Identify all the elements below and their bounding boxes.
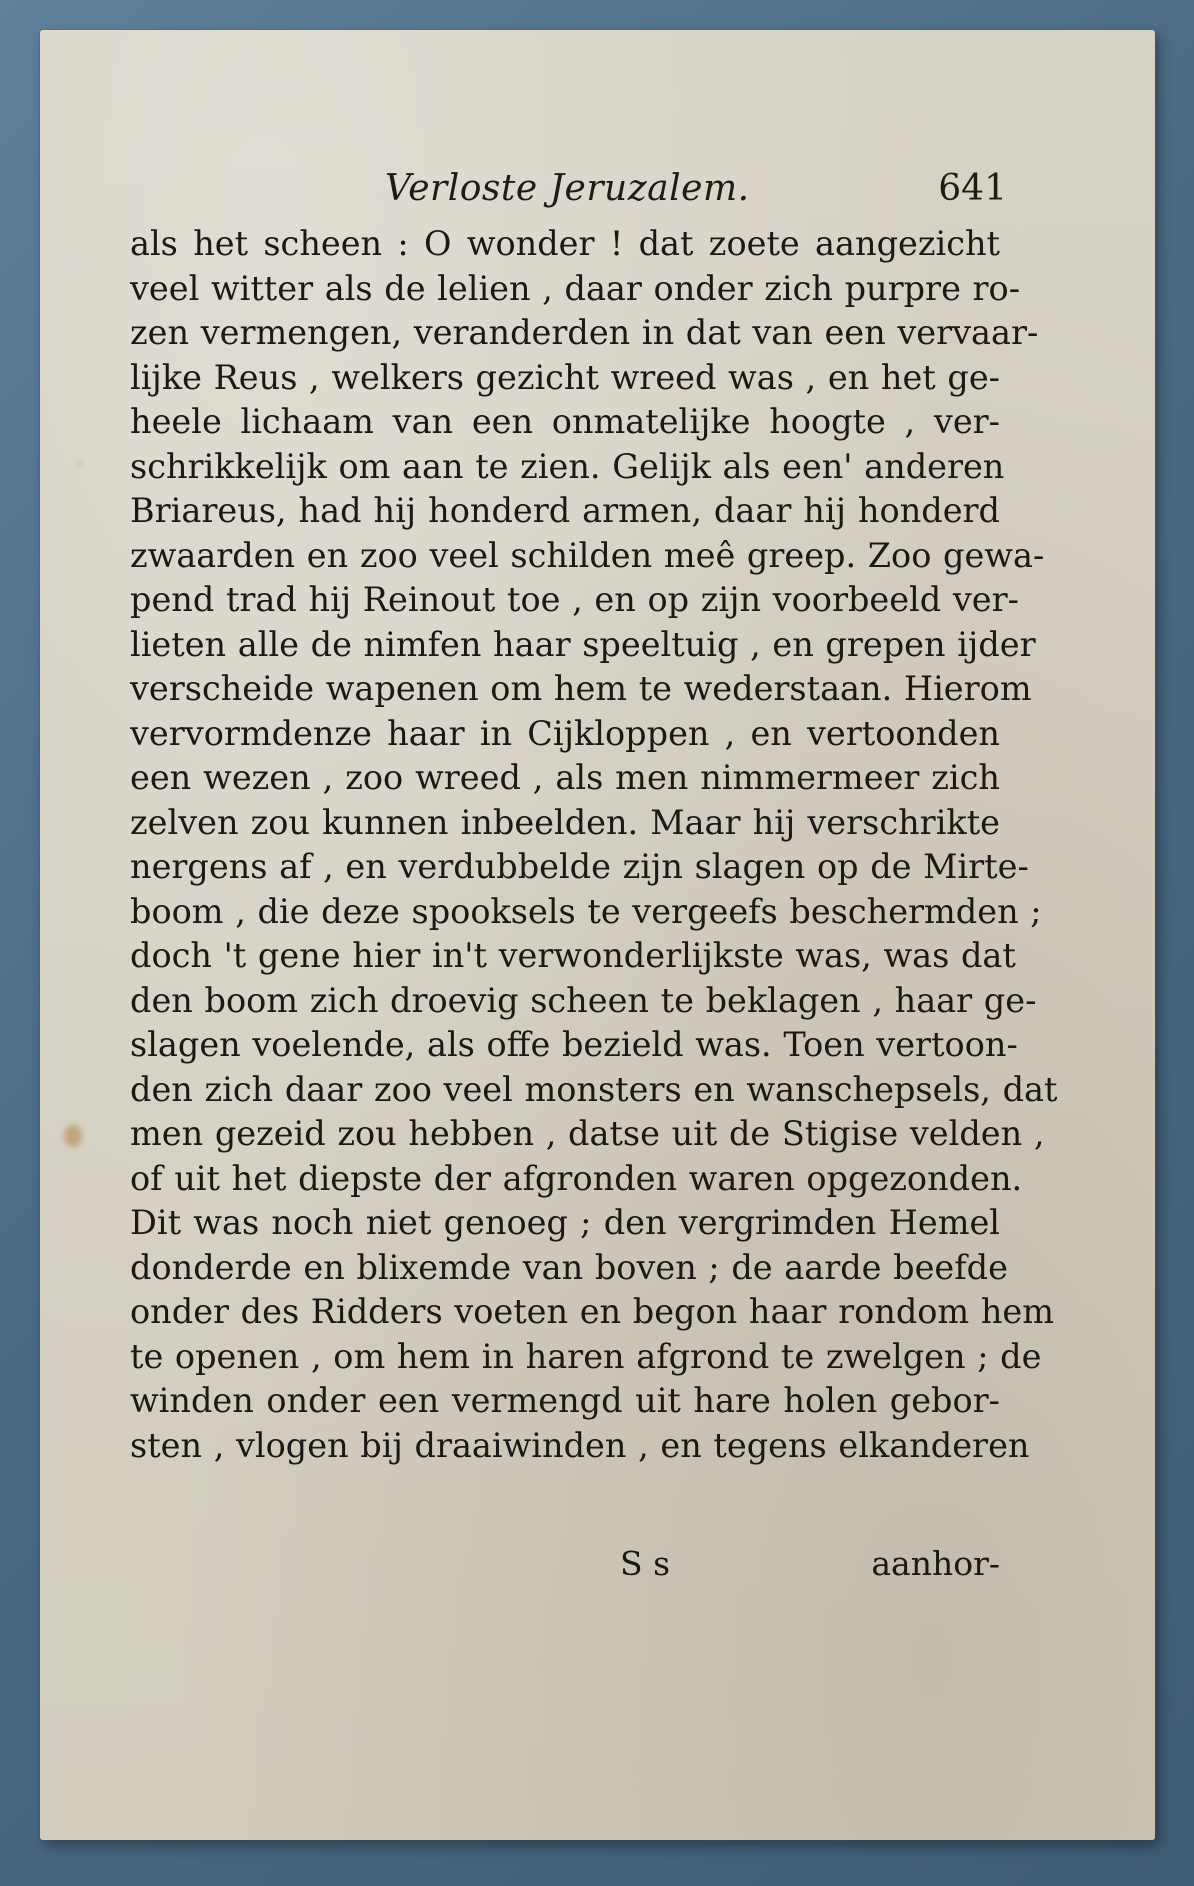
text-line: nergens af , en verdubbelde zijn slagen op de Mirte- [130, 847, 1029, 886]
text-line: als het scheen : O wonder ! dat zoete aangezicht [130, 224, 1000, 263]
running-title: Verloste Jeruzalem. [385, 168, 750, 209]
page-number: 641 [938, 168, 1007, 209]
text-line: zelven zou kunnen inbeelden. Maar hij verschrikte [130, 802, 1000, 842]
text-line: winden onder een vermengd uit hare holen gebor- [130, 1381, 1000, 1420]
text-line: lieten alle de nimfen haar speeltuig , en grepen ijder [130, 624, 1036, 664]
text-line: of uit het diepste der afgronden waren opgezonden. [130, 1158, 1023, 1198]
text-line: sten , vlogen bij draaiwinden , en tegens elkanderen [130, 1425, 1030, 1465]
text-line: lijke Reus , welkers gezicht wreed was , en het ge- [130, 357, 1000, 397]
text-line: vervormdenze haar in Cijkloppen , en vertoonden [130, 713, 1000, 753]
foxing-stain [64, 1125, 82, 1147]
text-line: te openen , om hem in haren afgrond te zwelgen ; de [130, 1336, 1042, 1376]
text-line: zwaarden en zoo veel schilden meê greep. Zoo gewa- [130, 535, 1045, 575]
text-line: boom , die deze spooksels te vergeefs beschermden ; [130, 891, 1042, 931]
text-line: zen vermengen, veranderden in dat van een vervaar- [130, 313, 1039, 352]
text-line: onder des Ridders voeten en begon haar rondom hem [130, 1292, 1055, 1331]
text-line: den boom zich droevig scheen te beklagen , haar ge- [130, 980, 1037, 1020]
text-line: men gezeid zou hebben , datse uit de Stigise velden , [130, 1114, 1045, 1153]
text-line: den zich daar zoo veel monsters en wanschepsels, dat [130, 1069, 1058, 1109]
foxing-stain-small [76, 460, 82, 466]
catchword: aanhor- [871, 1544, 1000, 1583]
text-line: doch 't gene hier in't verwonderlijkste was, was dat [130, 936, 1016, 975]
body-text [130, 222, 1058, 1468]
text-line: slagen voelende, als offe bezield was. Toen vertoon- [130, 1025, 1018, 1064]
text-line: veel witter als de lelien , daar onder zich purpre ro- [130, 268, 1021, 308]
text-line: Briareus, had hij honderd armen, daar hij honderd [130, 491, 1000, 530]
text-line: schrikkelijk om aan te zien. Gelijk als een' anderen [130, 446, 1005, 486]
text-line: verscheide wapenen om hem te wederstaan. Hierom [130, 669, 1032, 708]
text-line: een wezen , zoo wreed , als men nimmermeer zich [130, 758, 1000, 797]
text-line: Dit was noch niet genoeg ; den vergrimden Hemel [130, 1203, 1000, 1242]
text-line: heele lichaam van een onmatelijke hoogte , ver- [130, 402, 1000, 441]
text-line: donderde en blixemde van boven ; de aarde beefde [130, 1247, 1008, 1287]
signature-mark: S s [620, 1544, 671, 1583]
page-footer [130, 1544, 1000, 1594]
text-line: pend trad hij Reinout toe , en op zijn voorbeeld ver- [130, 580, 1019, 619]
page-header [385, 168, 1025, 212]
